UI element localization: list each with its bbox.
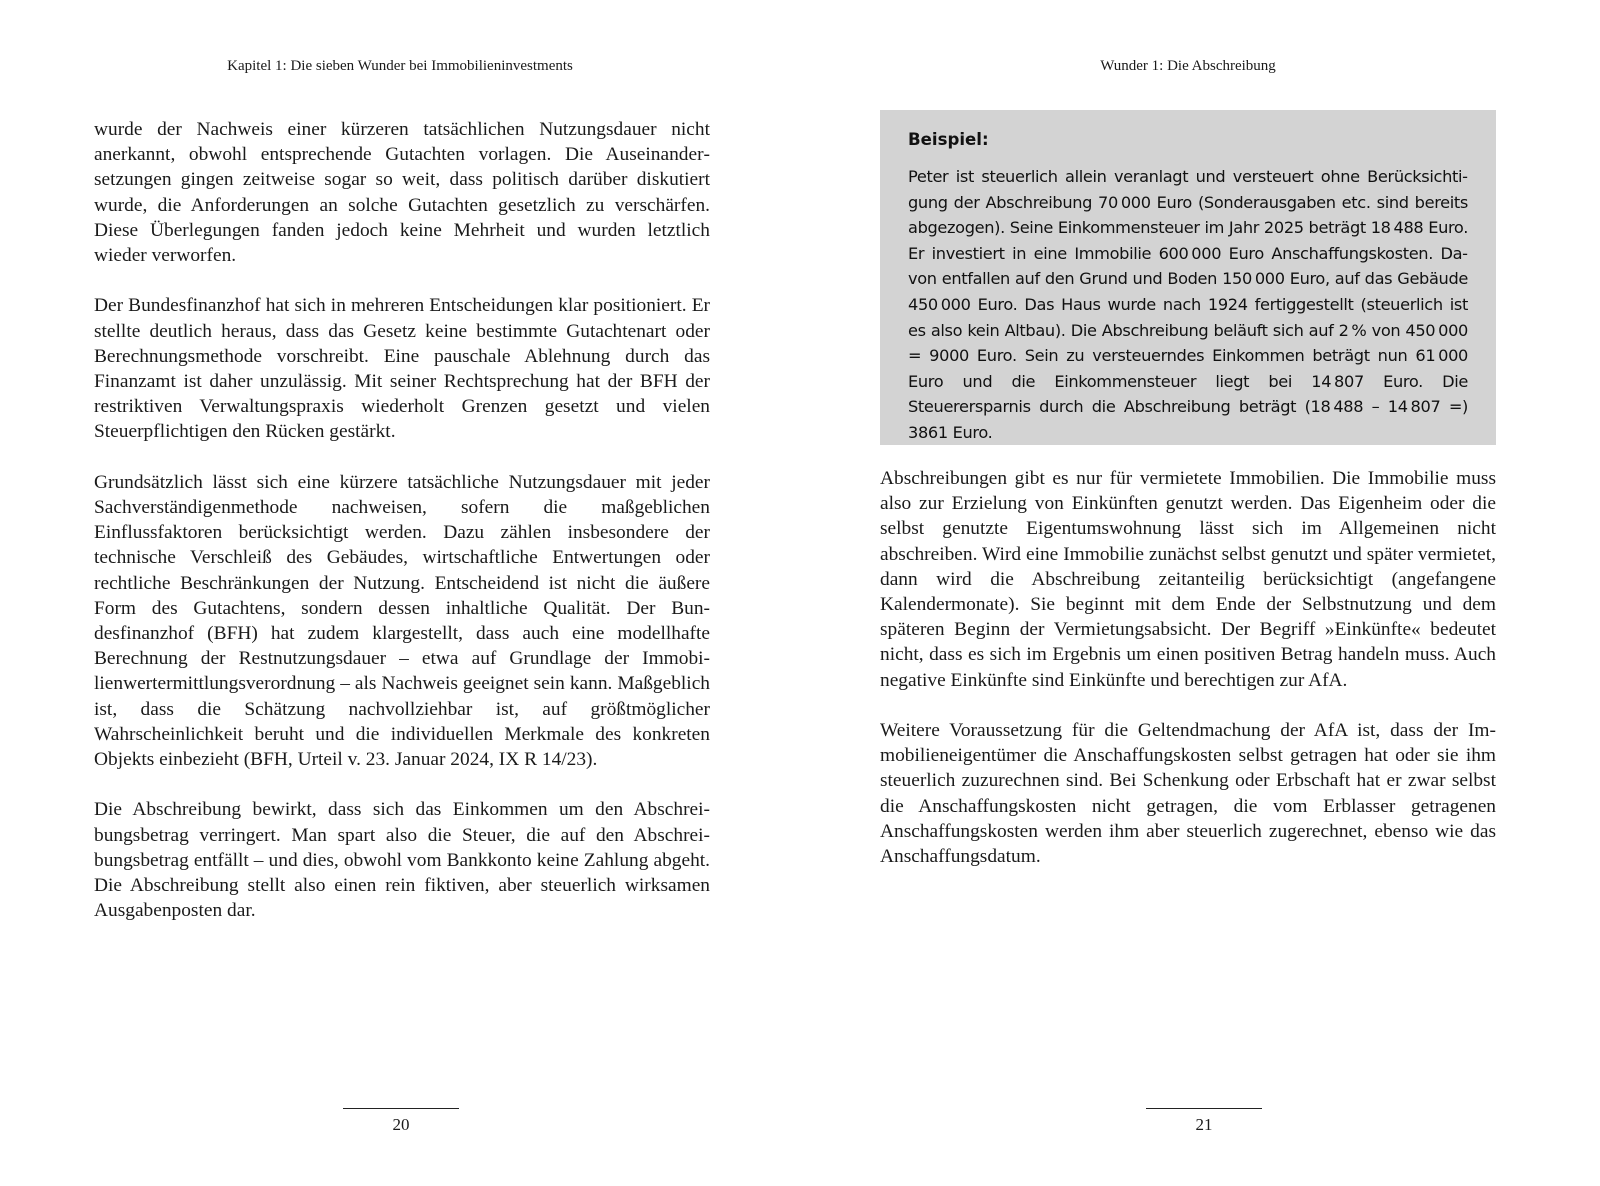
paragraph: Die Abschreibung bewirkt, dass sich das Einkommen um den Abschreibungsbetrag verringert. Man spart also die Steuer, die auf den Abschreibungsbetrag entfällt – und dies, obwohl vom Bankkonto keine Zahlung abgeht. Die Abschreibung stellt also einen rein fiktiven, aber steuerlich wirksamen Ausgabenposten dar. — [94, 799, 710, 922]
left-page-body — [94, 117, 710, 923]
running-head-left: Kapitel 1: Die sieben Wunder bei Immobilieninvestments — [227, 58, 573, 74]
footer-rule-left — [343, 1108, 459, 1109]
paragraph: Abschreibungen gibt es nur für vermietete Immobilien. Die Immobilie muss also zur Erzielung von Einkünften genutzt werden. Das Eigenheim oder die selbst genutzte Eigentumswohnung lässt sich im Allgemeinen nicht abschreiben. Wird eine Immobilie zunächst selbst genutzt und später vermietet, dann wird die Abschreibung zeitanteilig berücksichtigt (angefangene Kalendermonate). Sie beginnt mit dem Ende der Selbstnutzung und dem späteren Beginn der Vermietungsabsicht. Der Begriff »Einkünfte« bedeutet nicht, dass es sich im Ergebnis um einen positiven Betrag handeln muss. Auch negative Einkünfte sind Einkünfte und berechtigen zur AfA. — [880, 468, 1496, 691]
right-page-body — [880, 466, 1496, 869]
paragraph: Der Bundesfinanzhof hat sich in mehreren Entscheidungen klar positioniert. Er stellte deutlich heraus, dass das Gesetz keine bestimmte Gutachtenart oder Berechnungsmethode vorschreibt. Eine pauschale Ablehnung durch das Finanzamt ist daher unzulässig. Mit seiner Rechtsprechung hat der BFH der restriktiven Verwaltungspraxis wiederholt Grenzen gesetzt und vielen Steuerpflichtigen den Rücken gestärkt. — [94, 295, 710, 443]
footer-rule-right — [1146, 1108, 1262, 1109]
page-number-right: 21 — [1195, 1115, 1213, 1134]
page-number-left: 20 — [392, 1115, 410, 1134]
example-text: Peter ist steuerlich allein veranlagt und versteuert ohne Berücksichtigung der Abschreibung 70 000 Euro (Sonderausgaben etc. sind bereits abgezogen). Seine Einkommensteuer im Jahr 2025 beträgt 18 488 Euro. Er investiert in eine Immobilie 600 000 Euro Anschaffungskosten. Davon entfallen auf den Grund und Boden 150 000 Euro, auf das Gebäude 450 000 Euro. Das Haus wurde nach 1924 fertiggestellt (steuerlich ist es also kein Altbau). Die Abschreibung beläuft sich auf 2 % von 450 000 = 9000 Euro. Sein zu versteuerndes Einkommen beträgt nun 61 000 Euro und die Einkommensteuer liegt bei 14 807 Euro. Die Steuerersparnis durch die Abschreibung beträgt (18 488 – 14 807 =) 3861 Euro. — [908, 167, 1468, 442]
running-head-right: Wunder 1: Die Abschreibung — [1100, 58, 1276, 74]
example-title: Beispiel: — [908, 130, 989, 149]
paragraph: Grundsätzlich lässt sich eine kürzere tatsächliche Nutzungsdauer mit jeder Sachverständigenmethode nachweisen, sofern die maßgeblichen Einflussfaktoren berücksichtigt werden. Dazu zählen insbesondere der technische Verschleiß des Gebäudes, wirtschaftliche Entwertungen oder rechtliche Beschränkungen der Nutzung. Entscheidend ist nicht die äußere Form des Gutachtens, sondern dessen inhaltliche Qualität. Der Bundesfinanzhof (BFH) hat zudem klargestellt, dass auch eine modellhafte Berechnung der Restnutzungsdauer – etwa auf Grundlage der Immobilienwertermittlungsverordnung – als Nachweis geeignet sein kann. Maßgeblich ist, dass die Schätzung nachvollziehbar ist, auf größtmöglicher Wahrscheinlichkeit beruht und die individuellen Merkmale des konkreten Objekts einbezieht (BFH, Urteil v. 23. Januar 2024, IX R 14/23). — [94, 471, 710, 771]
example-box — [880, 110, 1496, 445]
paragraph: Weitere Voraussetzung für die Geltendmachung der AfA ist, dass der Immobilieneigentümer die Anschaffungskosten selbst getragen hat oder sie ihm steuerlich zuzurechnen sind. Bei Schenkung oder Erbschaft hat er zwar selbst die Anschaffungskosten nicht getragen, die vom Erblasser getragenen Anschaffungskosten werden ihm aber steuerlich zugerechnet, ebenso wie das Anschaffungsdatum. — [880, 720, 1496, 868]
right-page — [800, 0, 1600, 1186]
paragraph: wurde der Nachweis einer kürzeren tatsächlichen Nutzungsdauer nicht anerkannt, obwohl entsprechende Gutachten vorlagen. Die Auseinandersetzungen gingen zeitweise sogar so weit, dass politisch darüber diskutiert wurde, die Anforderungen an solche Gutachten gesetzlich zu verschärfen. Diese Überlegungen fanden jedoch keine Mehrheit und wurden letztlich wieder verworfen. — [94, 119, 710, 267]
